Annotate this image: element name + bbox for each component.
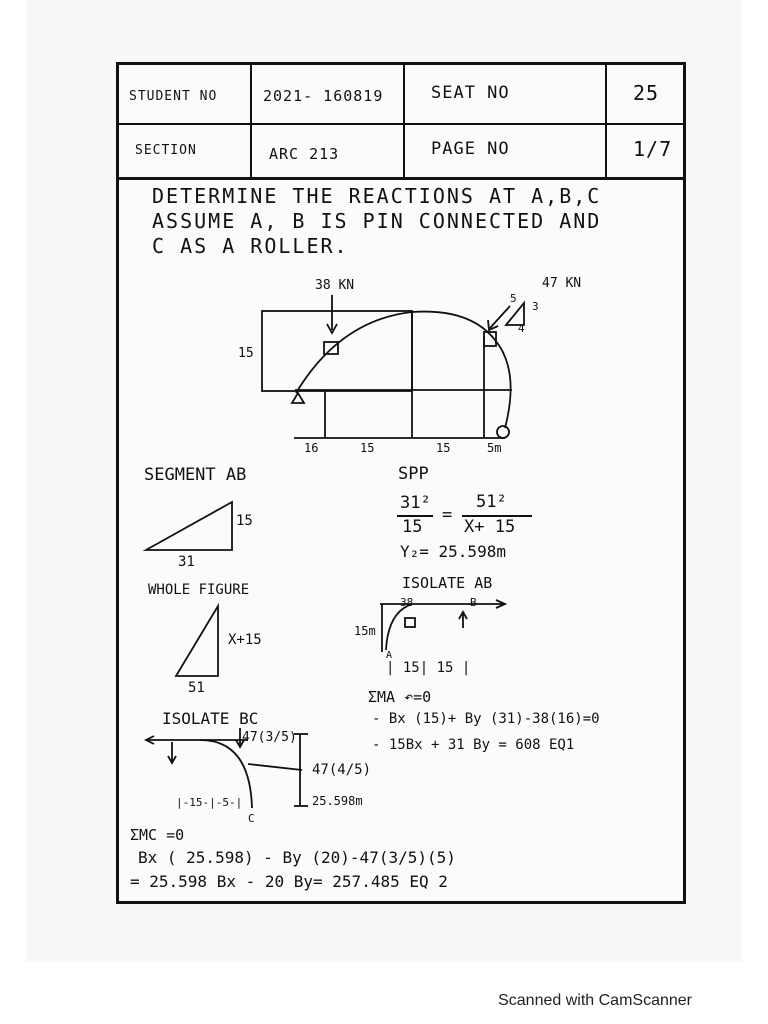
whole-figure-title: WHOLE FIGURE — [148, 582, 250, 598]
span-4-label: 5m — [487, 441, 502, 455]
page-no-label: PAGE NO — [431, 139, 510, 159]
whole-figure-triangle — [176, 606, 218, 676]
spp-title: SPP — [398, 464, 429, 484]
moment-a-eq-1: - Bx (15)+ By (31)-38(16)=0 — [372, 711, 600, 727]
segment-ab-v: 15 — [236, 513, 253, 529]
arch-height-label: 15 — [238, 346, 254, 361]
seat-no-value: 25 — [633, 81, 660, 105]
isolate-ab-title: ISOLATE AB — [402, 574, 493, 592]
section-label: SECTION — [135, 143, 197, 158]
isolate-ab-spans: | 15| 15 | — [386, 660, 471, 676]
load-38-label: 38 KN — [315, 278, 355, 293]
moment-c-eq-1: Bx ( 25.598) - By (20)-47(3/5)(5) — [138, 848, 456, 867]
moment-a-heading: ΣMA ↶=0 — [368, 688, 432, 706]
segment-ab-h: 31 — [178, 554, 195, 570]
problem-line-2: ASSUME A, B IS PIN CONNECTED AND — [152, 209, 602, 233]
isolate-bc-spans: |-15-|-5-| — [176, 796, 243, 809]
segment-ab-title: SEGMENT AB — [144, 465, 247, 485]
isolate-bc-height: 25.598m — [312, 794, 363, 808]
student-no-value: 2021- 160819 — [263, 87, 384, 105]
isolate-ab-load: 38 — [400, 596, 414, 609]
triangle-v-label: 3 — [532, 300, 539, 313]
arch-diagram — [262, 295, 524, 438]
page-no-value: 1/7 — [633, 137, 673, 161]
spp-den-1: 15 — [402, 517, 423, 537]
span-2-label: 15 — [360, 441, 375, 455]
isolate-ab-a: A — [386, 650, 393, 661]
spp-num-2: 51² — [476, 492, 507, 512]
spp-num-1: 31² — [400, 493, 431, 513]
section-value: ARC 213 — [269, 145, 340, 163]
moment-c-heading: ΣMC =0 — [130, 826, 185, 844]
moment-a-eq-2: - 15Bx + 31 By = 608 EQ1 — [372, 737, 575, 753]
moment-c-eq-2: = 25.598 Bx - 20 By= 257.485 EQ 2 — [130, 872, 448, 891]
isolate-bc-load-h: 47(4/5) — [312, 762, 372, 778]
student-no-label: STUDENT NO — [129, 89, 218, 104]
spp-result: Y₂= 25.598m — [400, 542, 506, 561]
isolate-ab-height: 15m — [354, 624, 376, 638]
problem-line-3: C AS A ROLLER. — [152, 234, 349, 258]
span-1-label: 16 — [304, 441, 319, 455]
isolate-ab-b: B — [470, 596, 477, 609]
isolate-bc-title: ISOLATE BC — [162, 709, 259, 728]
seat-no-label: SEAT NO — [431, 83, 510, 103]
isolate-ab-sketch — [380, 600, 505, 652]
triangle-h-label: 4 — [518, 322, 525, 335]
segment-ab-triangle — [146, 502, 232, 550]
scanner-watermark: Scanned with CamScanner — [498, 992, 692, 1009]
whole-figure-v: X+15 — [228, 632, 262, 648]
span-3-label: 15 — [436, 441, 451, 455]
load-47-label: 47 KN — [542, 276, 582, 291]
problem-line-1: DETERMINE THE REACTIONS AT A,B,C — [152, 184, 602, 208]
isolate-bc-load-v: 47(3/5) — [242, 730, 297, 745]
triangle-hyp-label: 5 — [510, 292, 517, 305]
spp-den-2: X+ 15 — [464, 517, 516, 537]
whole-figure-h: 51 — [188, 680, 205, 696]
isolate-bc-c: C — [248, 812, 255, 825]
spp-equals: = — [442, 505, 453, 525]
